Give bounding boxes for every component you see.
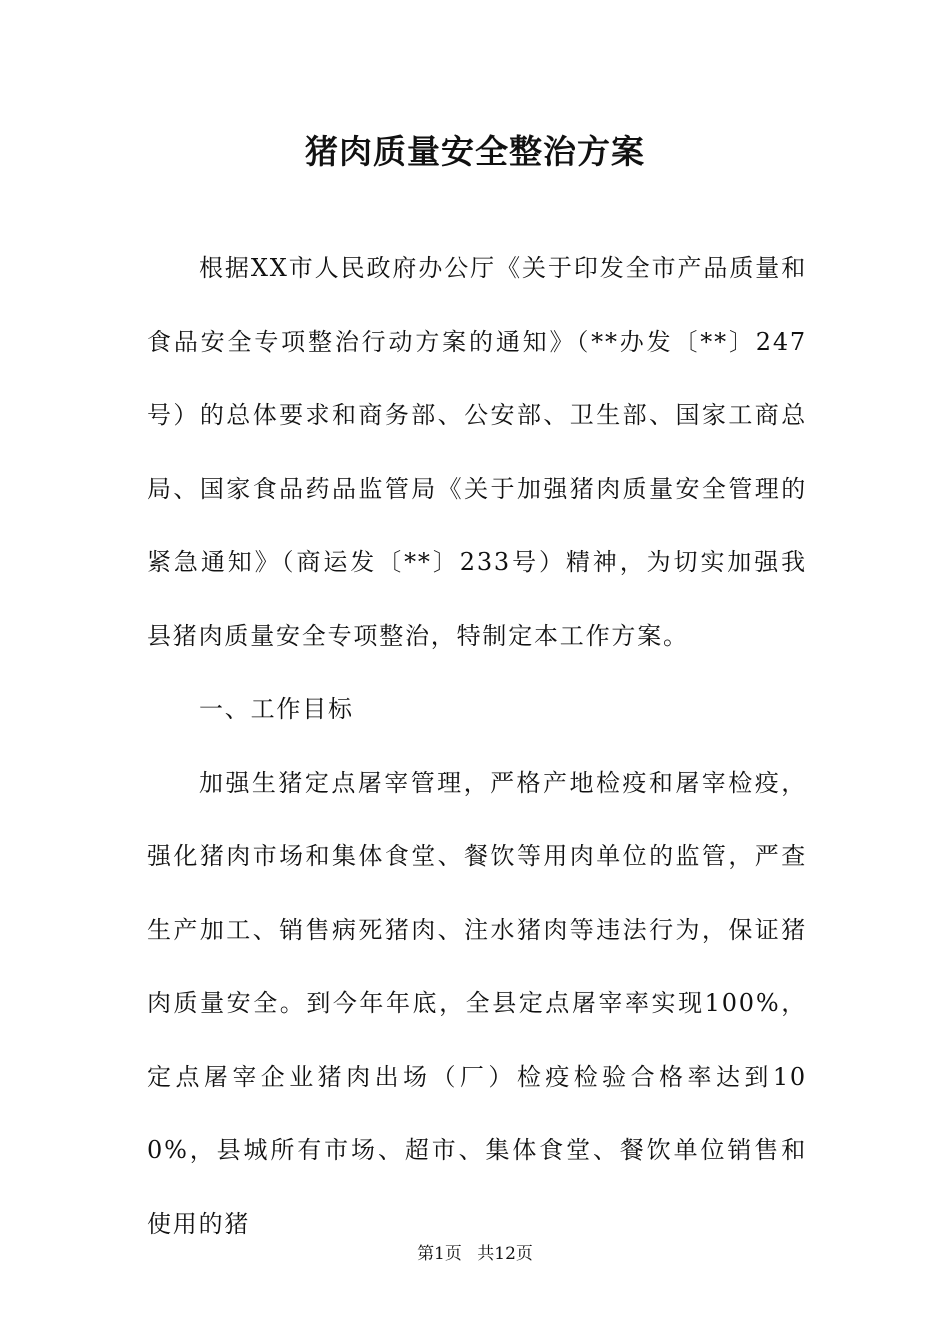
document-body xyxy=(147,232,807,1261)
work-goal-paragraph: 加强生猪定点屠宰管理，严格产地检疫和屠宰检疫，强化猪肉市场和集体食堂、餐饮等用肉单位的监管，严查生产加工、销售病死猪肉、注水猪肉等违法行为，保证猪肉质量安全。到今年年底，全县定点屠宰率实现100%，定点屠宰企业猪肉出场（厂）检疫检验合格率达到100%，县城所有市场、超市、集体食堂、餐饮单位销售和使用的猪 xyxy=(147,768,807,1238)
document-title: 猪肉质量安全整治方案 xyxy=(305,132,645,171)
page-number: 第1页 xyxy=(417,1244,462,1264)
page-total: 共12页 xyxy=(477,1244,533,1264)
section-heading-work-goal: 一、工作目标 xyxy=(199,695,354,723)
page-footer xyxy=(0,1242,950,1266)
intro-paragraph: 根据XX市人民政府办公厅《关于印发全市产品质量和食品安全专项整治行动方案的通知》（**办发〔**〕247号）的总体要求和商务部、公安部、卫生部、国家工商总局、国家食品药品监管局《关于加强猪肉质量安全管理的紧急通知》（商运发〔**〕233号）精神，为切实加强我县猪肉质量安全专项整治，特制定本工作方案。 xyxy=(147,254,807,650)
